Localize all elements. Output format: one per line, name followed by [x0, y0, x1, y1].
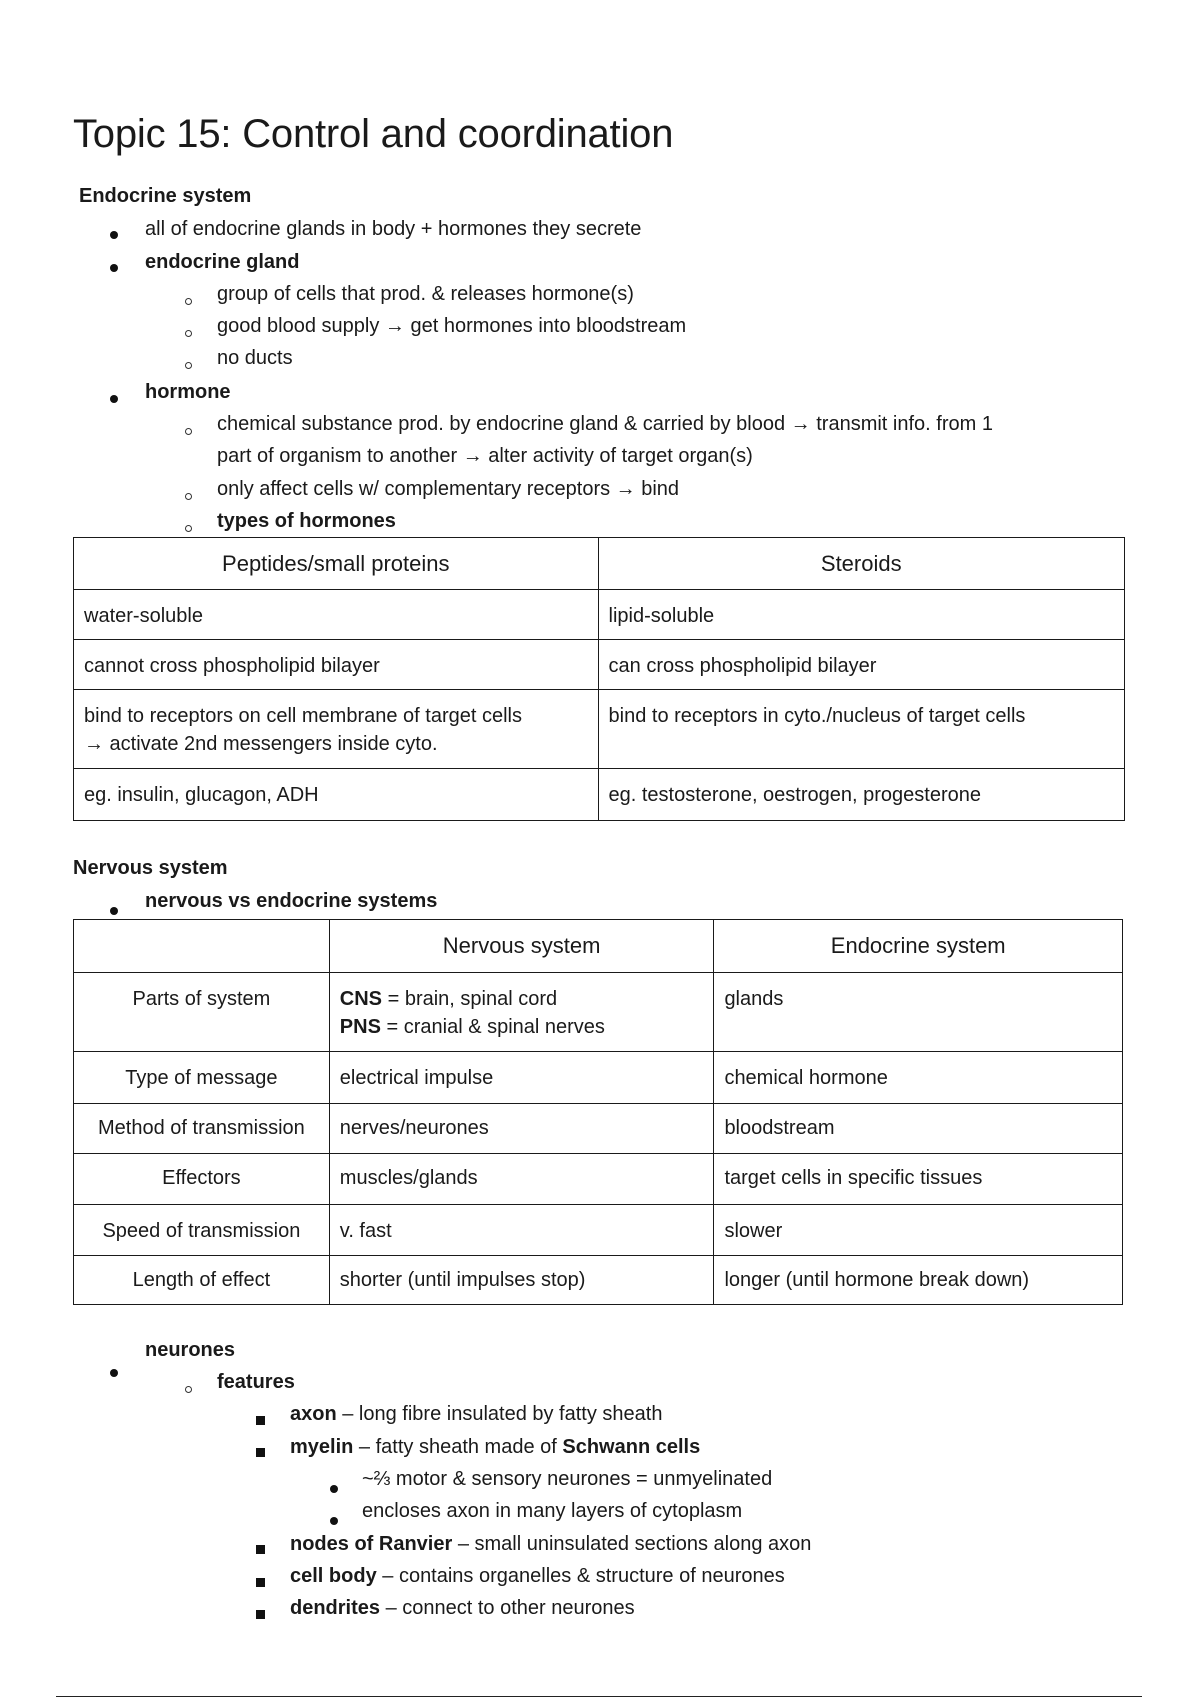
feature-text: – long fibre insulated by fatty sheath	[336, 1403, 663, 1425]
hormone-item-line1: chemical substance prod. by endocrine gland & carried by blood → transmit info. from 1	[217, 413, 993, 435]
table-header: Peptides/small proteins	[74, 538, 599, 590]
table-cell: eg. insulin, glucagon, ADH	[74, 769, 599, 821]
table-header	[74, 920, 330, 973]
feature-nodes	[290, 1530, 811, 1558]
cell-line: → activate 2nd messengers inside cyto.	[84, 733, 438, 755]
cns-text: = brain, spinal cord	[382, 988, 558, 1010]
table-cell: v. fast	[329, 1205, 714, 1256]
table-cell	[329, 973, 714, 1052]
bullet-dot	[110, 219, 118, 247]
table-row	[74, 1104, 1123, 1154]
bullet-dot	[330, 1473, 338, 1501]
cell-line	[340, 1013, 704, 1041]
feature-text: – connect to other neurones	[380, 1597, 635, 1619]
feature-dendrites	[290, 1594, 635, 1622]
table-cell: shorter (until impulses stop)	[329, 1256, 714, 1305]
bullet-dot	[110, 252, 118, 280]
table-row	[74, 590, 1125, 640]
hormone-item-line2: part of organism to another → alter activity of target organ(s)	[217, 445, 753, 467]
page-divider	[56, 1696, 1142, 1697]
bullet-ring	[185, 1373, 192, 1401]
table-cell: target cells in specific tissues	[714, 1154, 1123, 1205]
table-row	[74, 640, 1125, 690]
table-row	[74, 769, 1125, 821]
feature-term: nodes of Ranvier	[290, 1533, 453, 1555]
feature-term: axon	[290, 1403, 337, 1425]
table-cell: slower	[714, 1205, 1123, 1256]
table-cell: nerves/neurones	[329, 1104, 714, 1154]
bullet-ring	[185, 349, 192, 377]
gland-item: no ducts	[217, 347, 293, 369]
table-cell	[74, 690, 599, 769]
myelin-subitem: encloses axon in many layers of cytoplasm	[362, 1500, 743, 1522]
myelin-subitem: ~⅔ motor & sensory neurones = unmyelinated	[362, 1468, 773, 1490]
bullet-dot	[110, 383, 118, 411]
nervous-heading: Nervous system	[73, 857, 228, 879]
types-of-hormones-label: types of hormones	[217, 510, 396, 532]
bullet-square	[256, 1534, 265, 1562]
table-row	[74, 1256, 1123, 1305]
table-cell: bind to receptors in cyto./nucleus of target cells	[598, 690, 1124, 769]
hormone-item: only affect cells w/ complementary receptors → bind	[217, 478, 680, 500]
table-cell: cannot cross phospholipid bilayer	[74, 640, 599, 690]
hormone-label: hormone	[145, 381, 231, 403]
endocrine-definition: all of endocrine glands in body + hormones they secrete	[145, 218, 642, 240]
table-row	[74, 1052, 1123, 1104]
row-label: Effectors	[74, 1154, 330, 1205]
pns-term: PNS	[339, 1016, 381, 1038]
feature-term: myelin	[290, 1436, 354, 1458]
gland-item: good blood supply → get hormones into bloodstream	[217, 315, 687, 337]
table-cell: water-soluble	[74, 590, 599, 640]
bullet-ring	[185, 415, 192, 443]
row-label: Parts of system	[74, 973, 330, 1052]
feature-myelin	[290, 1433, 700, 1461]
nervous-endocrine-compare-table	[73, 919, 1123, 1305]
feature-cell-body	[290, 1562, 785, 1590]
bullet-dot	[110, 1357, 118, 1385]
features-label: features	[217, 1371, 295, 1393]
table-header: Endocrine system	[714, 920, 1123, 973]
table-row	[74, 973, 1123, 1052]
bullet-square	[256, 1599, 265, 1627]
table-row	[74, 1154, 1123, 1205]
bullet-ring	[185, 317, 192, 345]
bullet-ring	[185, 480, 192, 508]
compare-label: nervous vs endocrine systems	[145, 890, 438, 912]
endocrine-heading: Endocrine system	[79, 185, 252, 207]
table-cell: glands	[714, 973, 1123, 1052]
page-title: Topic 15: Control and coordination	[73, 112, 674, 156]
hormone-types-table	[73, 537, 1125, 821]
gland-item: group of cells that prod. & releases hormone(s)	[217, 283, 634, 305]
bullet-ring	[185, 285, 192, 313]
bullet-square	[256, 1437, 265, 1465]
pns-text: = cranial & spinal nerves	[380, 1016, 605, 1038]
cell-line	[340, 985, 704, 1013]
feature-text: – contains organelles & structure of neurones	[376, 1565, 785, 1587]
feature-axon	[290, 1400, 662, 1428]
table-cell: electrical impulse	[329, 1052, 714, 1104]
row-label: Method of transmission	[74, 1104, 330, 1154]
table-row	[74, 690, 1125, 769]
table-cell: bloodstream	[714, 1104, 1123, 1154]
feature-text: – fatty sheath made of	[353, 1436, 563, 1458]
table-cell: can cross phospholipid bilayer	[598, 640, 1124, 690]
endocrine-gland-label: endocrine gland	[145, 251, 300, 273]
table-header: Steroids	[598, 538, 1124, 590]
table-cell: muscles/glands	[329, 1154, 714, 1205]
row-label: Type of message	[74, 1052, 330, 1104]
bullet-square	[256, 1405, 265, 1433]
table-row	[74, 1205, 1123, 1256]
bullet-dot	[330, 1505, 338, 1533]
bullet-ring	[185, 512, 192, 540]
table-cell: eg. testosterone, oestrogen, progesterone	[598, 769, 1124, 821]
table-cell: lipid-soluble	[598, 590, 1124, 640]
cns-term: CNS	[339, 988, 383, 1010]
table-header-row	[74, 538, 1125, 590]
feature-term: dendrites	[290, 1597, 381, 1619]
feature-text: – small uninsulated sections along axon	[452, 1533, 812, 1555]
feature-term: cell body	[290, 1565, 377, 1587]
table-cell: chemical hormone	[714, 1052, 1123, 1104]
feature-bold: Schwann cells	[562, 1436, 701, 1458]
cell-line: bind to receptors on cell membrane of target cells	[84, 705, 522, 727]
table-header: Nervous system	[329, 920, 714, 973]
neurones-label: neurones	[145, 1339, 236, 1361]
table-cell: longer (until hormone break down)	[714, 1256, 1123, 1305]
row-label: Length of effect	[74, 1256, 330, 1305]
table-header-row	[74, 920, 1123, 973]
row-label: Speed of transmission	[74, 1205, 330, 1256]
bullet-square	[256, 1567, 265, 1595]
